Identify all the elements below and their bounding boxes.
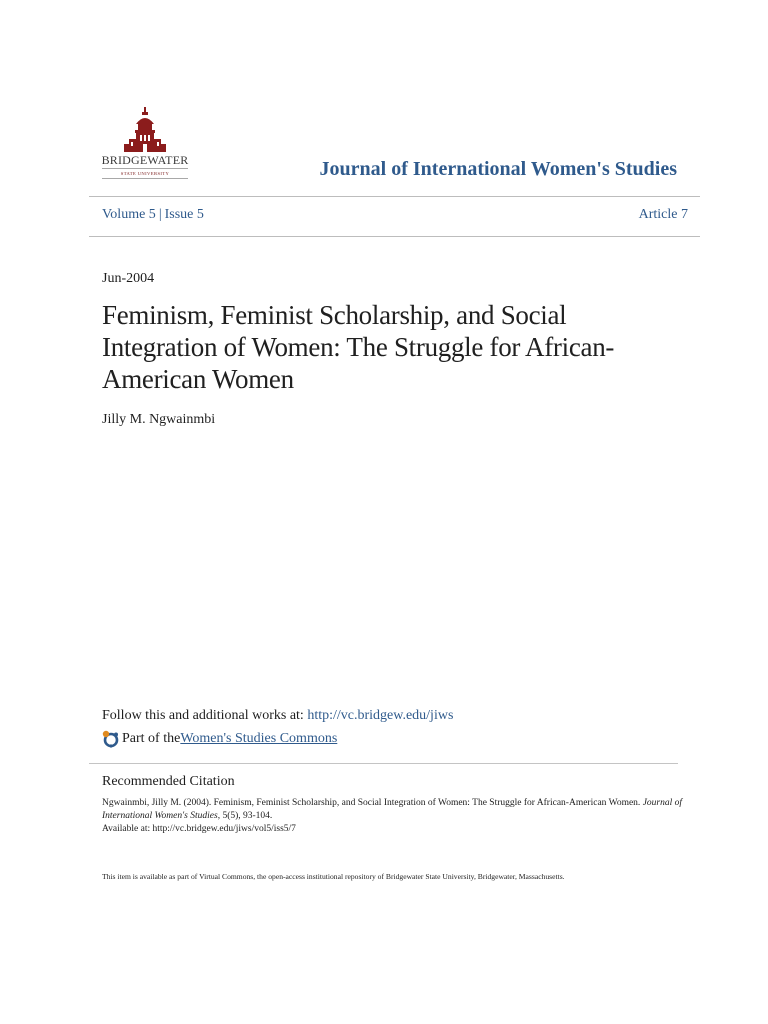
follow-prefix: Follow this and additional works at: (102, 708, 308, 723)
issue-breadcrumb (102, 207, 204, 223)
article-title: Feminism, Feminist Scholarship, and Social Integration of Women: The Struggle for African-American Women (102, 300, 615, 394)
citation-line1: Ngwainmbi, Jilly M. (2004). Feminism, Feminist Scholarship, and Social Integration of Women: The Struggle for African-American Women. (102, 798, 643, 808)
logo-rule-top (102, 168, 188, 169)
citation-available-at: Available at: http://vc.bridgew.edu/jiws/vol5/iss5/7 (102, 824, 296, 834)
citation-text (102, 797, 682, 836)
building-icon (100, 106, 190, 152)
header-divider (89, 196, 700, 197)
citation-heading: Recommended Citation (102, 774, 235, 789)
author-name: Jilly M. Ngwainmbi (102, 412, 216, 427)
journal-title-link[interactable]: Journal of International Women's Studies (319, 158, 677, 180)
logo-rule-bottom (102, 178, 188, 179)
logo-subtitle: STATE UNIVERSITY (120, 171, 170, 176)
bridgewater-logo[interactable] (100, 106, 190, 180)
repository-footnote: This item is available as part of Virtual Commons, the open-access institutional repository of Bridgewater State University, Bridgewater, Massachusetts. (102, 872, 565, 881)
publication-date: Jun-2004 (102, 271, 155, 286)
article-link[interactable]: Article 7 (638, 207, 688, 222)
follow-line (102, 708, 453, 724)
citation-journal: Journal of International Women's Studies (102, 798, 683, 821)
logo-wordmark: BRIDGEWATER (101, 153, 189, 167)
breadcrumb-separator: | (158, 207, 162, 222)
volume-link[interactable]: Volume 5 (102, 207, 156, 222)
article-number-wrap (639, 207, 688, 223)
citation-line2: , 5(5), 93-104. (217, 811, 273, 821)
issue-divider (89, 236, 700, 237)
part-of-line (102, 730, 337, 748)
part-of-prefix: Part of the (122, 731, 181, 746)
citation-divider (89, 763, 678, 764)
repository-url-link[interactable]: http://vc.bridgew.edu/jiws (307, 708, 454, 723)
issue-link[interactable]: Issue 5 (164, 207, 204, 222)
commons-network-icon (102, 730, 120, 748)
womens-studies-commons-link[interactable]: Women's Studies Commons (180, 731, 338, 746)
